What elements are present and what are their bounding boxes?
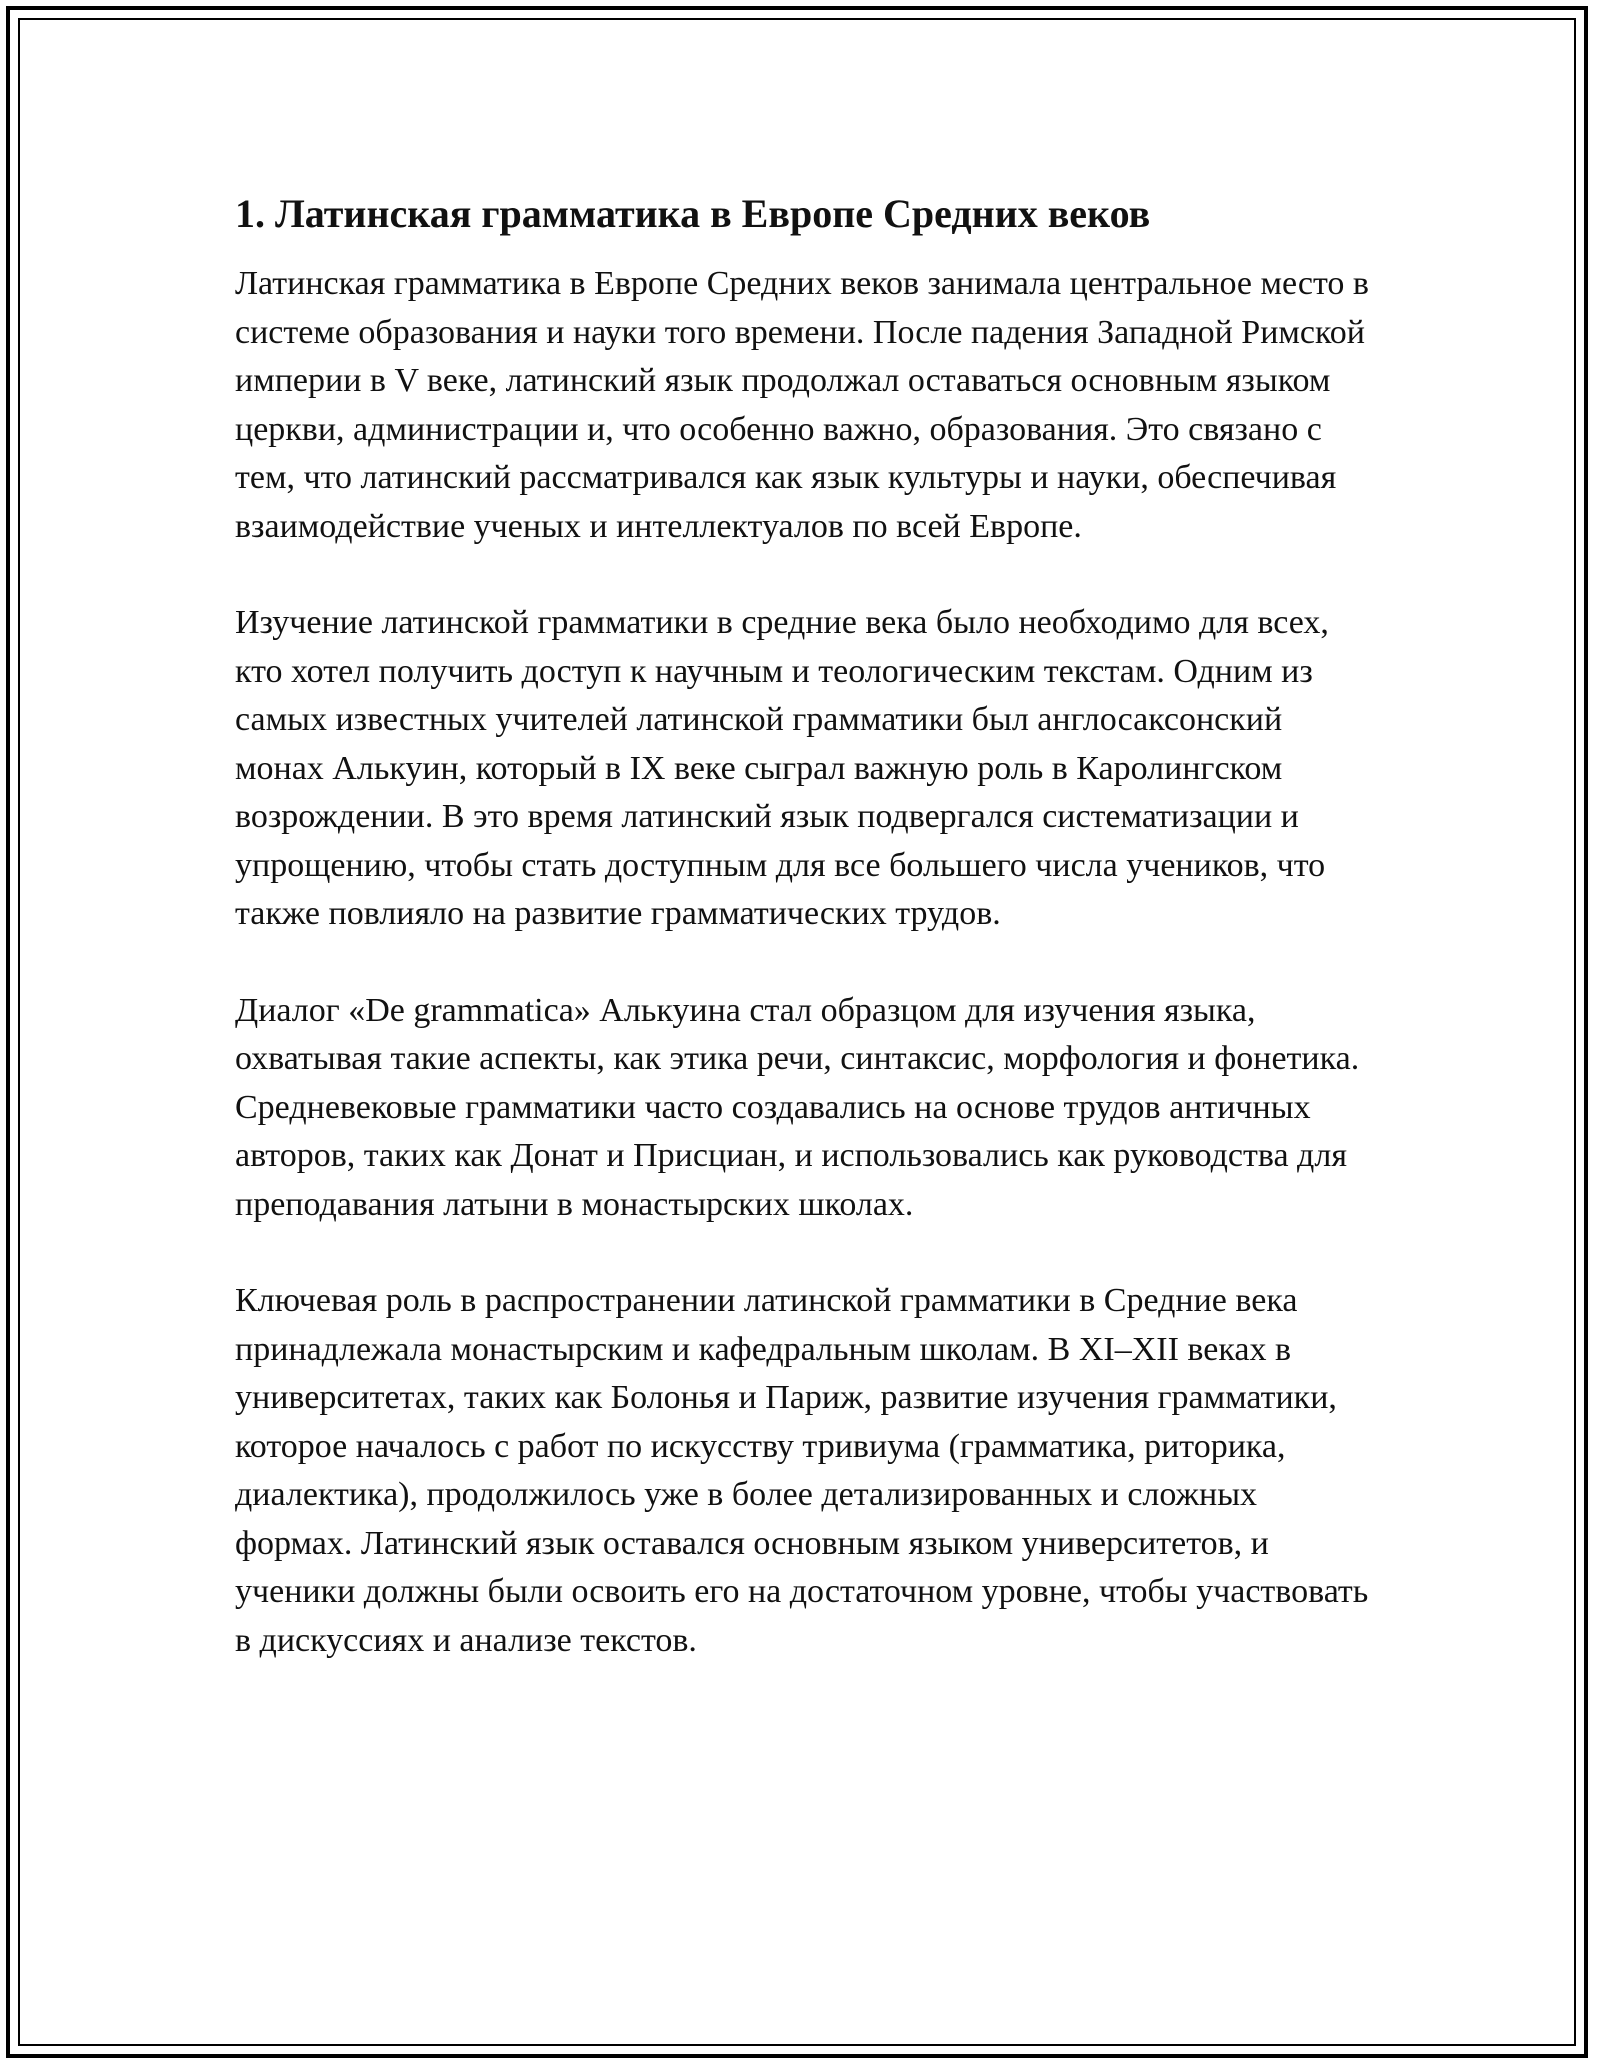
document-body (235, 188, 1370, 1713)
paragraph-4: Ключевая роль в распространении латинской грамматики в Средние века принадлежала монастырским и кафедральным школам. В XI–XII веках в университетах, таких как Болонья и Париж, развитие изучения грамматики, которое началось с работ по искусству тривиума (грамматика, риторика, диалектика), продолжилось уже в более детализированных и сложных формах. Латинский язык оставался основным языком университетов, и ученики должны были освоить его на достаточном уровне, чтобы участвовать в дискуссиях и анализе текстов. (235, 1282, 1369, 1659)
paragraph-2: Изучение латинской грамматики в средние века было необходимо для всех, кто хотел получить доступ к научным и теологическим текстам. Одним из самых известных учителей латинской грамматики был англосаксонский монах Алькуин, который в IX веке сыграл важную роль в Каролингском возрождении. В это время латинский язык подвергался систематизации и упрощению, чтобы стать доступным для все большего числа учеников, что также повлияло на развитие грамматических трудов. (235, 604, 1329, 932)
paragraph-3: Диалог «De grammatica» Алькуина стал образцом для изучения языка, охватывая такие аспекты, как этика речи, синтаксис, морфология и фонетика. Средневековые грамматики часто создавались на основе трудов античных авторов, таких как Донат и Присциан, и использовались как руководства для преподавания латыни в монастырских школах. (235, 991, 1360, 1223)
paragraph-1: Латинская грамматика в Европе Средних веков занимала центральное место в системе образования и науки того времени. После падения Западной Римской империи в V веке, латинский язык продолжал оставаться основным языком церкви, администрации и, что особенно важно, образования. Это связано с тем, что латинский рассматривался как язык культуры и науки, обеспечивая взаимодействие ученых и интеллектуалов по всей Европе. (235, 265, 1369, 545)
section-heading: 1. Латинская грамматика в Европе Средних веков (235, 191, 1151, 236)
